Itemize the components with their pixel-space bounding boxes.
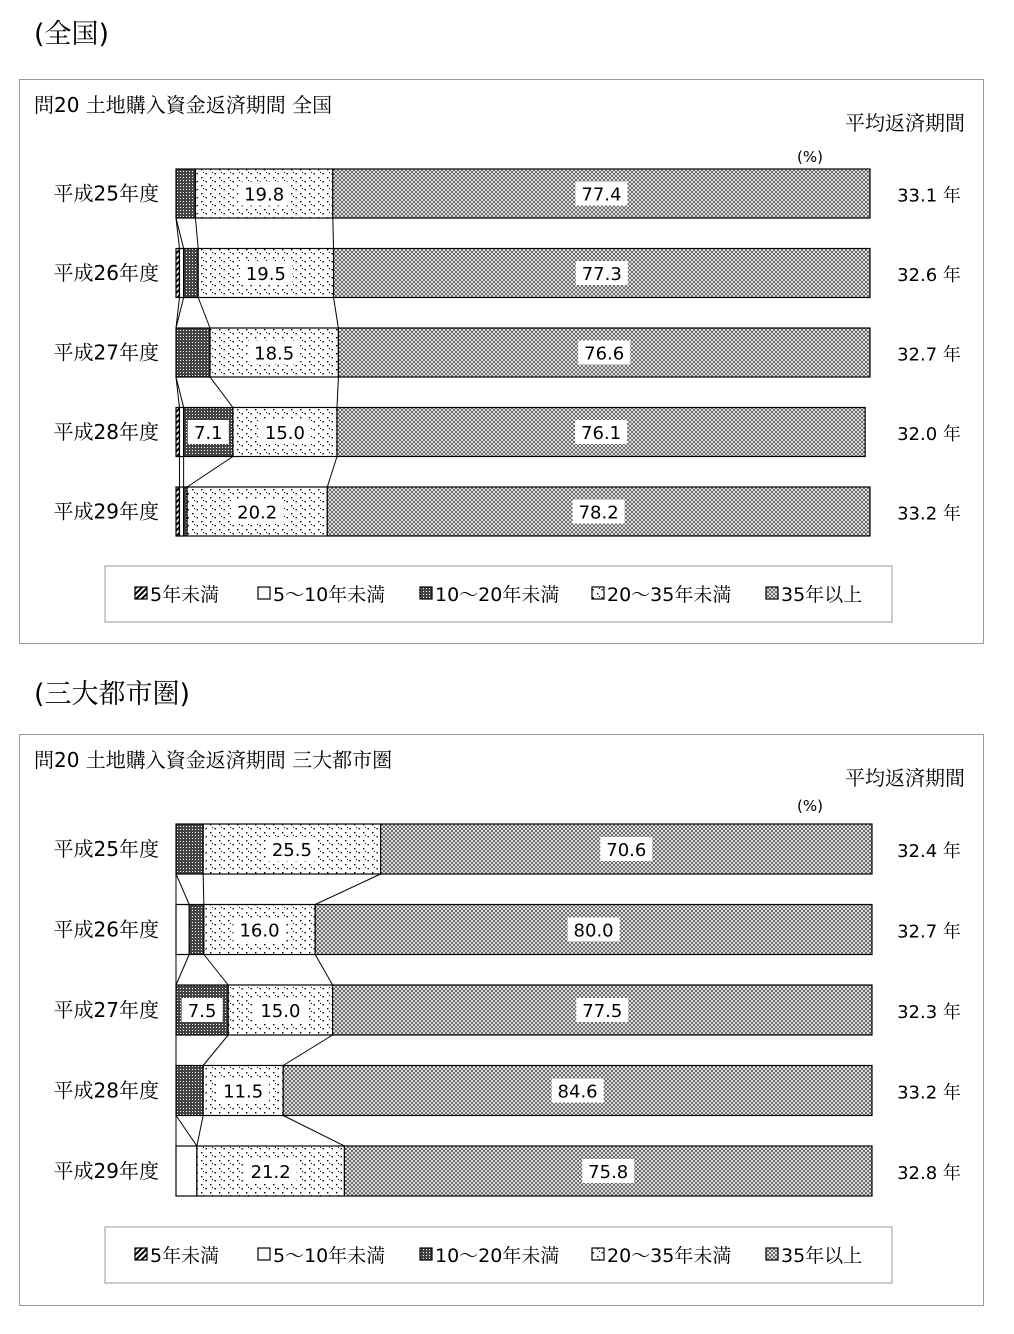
chart-title: 問20 土地購入資金返済期間 全国 xyxy=(34,93,333,117)
avg-period-header: 平均返済期間 xyxy=(845,766,965,790)
legend-swatch xyxy=(420,1248,432,1260)
data-label: 76.6 xyxy=(584,343,625,365)
connector-line xyxy=(176,874,189,905)
avg-period-value: 33.1 年 xyxy=(897,185,961,207)
chart-national xyxy=(20,80,983,643)
connector-line xyxy=(195,218,198,249)
legend-swatch xyxy=(766,1248,778,1260)
chart-panel-metro xyxy=(19,734,984,1306)
avg-period-value: 32.3 年 xyxy=(897,1002,961,1023)
section-heading-national: (全国) xyxy=(34,19,110,50)
category-label: 平成29年度 xyxy=(53,499,159,524)
legend-swatch xyxy=(592,587,604,599)
legend-label: 5年未満 xyxy=(150,584,220,606)
chart-title: 問20 土地購入資金返済期間 三大都市圏 xyxy=(34,748,393,772)
connector-line xyxy=(176,377,179,408)
data-label: 19.8 xyxy=(244,184,285,206)
data-label: 7.1 xyxy=(193,423,223,444)
data-label: 20.2 xyxy=(237,502,278,524)
data-label: 25.5 xyxy=(271,840,312,861)
avg-period-header: 平均返済期間 xyxy=(845,111,965,135)
legend-swatch xyxy=(135,587,147,599)
connector-line xyxy=(203,1035,228,1066)
chart-metro xyxy=(20,735,983,1305)
legend-swatch xyxy=(766,587,778,599)
legend-swatch xyxy=(135,1248,147,1260)
category-label: 平成25年度 xyxy=(53,181,159,206)
connector-line xyxy=(176,955,189,986)
bar-segment xyxy=(176,905,189,955)
avg-period-value: 33.2 年 xyxy=(897,1082,961,1104)
data-label: 18.5 xyxy=(254,343,295,365)
legend-label: 35年以上 xyxy=(781,584,863,606)
connector-line xyxy=(176,1116,197,1147)
data-label: 75.8 xyxy=(588,1162,629,1183)
data-label: 76.1 xyxy=(581,423,622,444)
avg-period-value: 32.6 年 xyxy=(897,265,961,286)
bar-segment xyxy=(189,905,204,955)
bar-segment xyxy=(176,169,195,218)
connector-line xyxy=(333,218,334,249)
avg-period-value: 32.4 年 xyxy=(897,841,961,862)
connector-line xyxy=(327,457,337,488)
connector-line xyxy=(197,1116,203,1147)
legend-label: 20～35年未満 xyxy=(607,584,732,606)
connector-line xyxy=(176,218,179,249)
data-label: 77.4 xyxy=(581,184,622,206)
category-label: 平成29年度 xyxy=(53,1159,159,1183)
chart-panel-national xyxy=(19,79,984,644)
data-label: 19.5 xyxy=(245,264,286,285)
data-label: 70.6 xyxy=(606,840,647,861)
unit-label: (%) xyxy=(797,797,823,815)
bar-segment xyxy=(176,328,210,377)
category-label: 平成28年度 xyxy=(53,1078,159,1103)
connector-line xyxy=(337,377,338,408)
connector-line xyxy=(176,298,184,329)
category-label: 平成27年度 xyxy=(53,340,159,365)
data-label: 77.3 xyxy=(581,264,622,285)
data-label: 77.5 xyxy=(582,1001,623,1022)
category-label: 平成26年度 xyxy=(53,261,159,285)
connector-line xyxy=(315,874,380,905)
data-label: 21.2 xyxy=(250,1162,291,1183)
legend-swatch xyxy=(258,1248,270,1260)
connector-line xyxy=(203,874,204,905)
connector-line xyxy=(283,1035,332,1066)
legend-label: 10～20年未満 xyxy=(435,584,560,606)
bar-segment xyxy=(184,249,199,298)
avg-period-value: 32.8 年 xyxy=(897,1163,961,1184)
data-label: 80.0 xyxy=(573,920,614,942)
avg-period-value: 32.7 年 xyxy=(897,344,961,366)
connector-line xyxy=(204,955,228,986)
avg-period-value: 32.0 年 xyxy=(897,424,961,445)
connector-line xyxy=(315,955,332,986)
category-label: 平成28年度 xyxy=(53,420,159,444)
connector-line xyxy=(210,377,233,408)
legend-label: 35年以上 xyxy=(781,1245,863,1267)
legend-swatch xyxy=(592,1248,604,1260)
data-label: 84.6 xyxy=(557,1081,598,1103)
connector-line xyxy=(283,1116,344,1147)
legend-label: 5～10年未満 xyxy=(273,1245,386,1267)
legend-swatch xyxy=(420,587,432,599)
connector-line xyxy=(176,377,184,408)
bar-segment xyxy=(179,408,183,457)
unit-label: (%) xyxy=(797,148,823,166)
connector-line xyxy=(187,457,233,488)
data-label: 15.0 xyxy=(264,423,305,444)
category-label: 平成25年度 xyxy=(53,837,159,861)
section-heading-metro: (三大都市圏) xyxy=(34,679,191,710)
data-label: 15.0 xyxy=(260,1001,301,1022)
bar-segment xyxy=(179,487,183,536)
category-label: 平成26年度 xyxy=(53,917,159,942)
legend-label: 20～35年未満 xyxy=(607,1245,732,1267)
avg-period-value: 33.2 年 xyxy=(897,503,961,525)
data-label: 11.5 xyxy=(223,1081,264,1103)
data-label: 78.2 xyxy=(578,502,619,524)
legend-label: 10～20年未満 xyxy=(435,1245,560,1267)
data-label: 16.0 xyxy=(239,920,280,942)
avg-period-value: 32.7 年 xyxy=(897,921,961,943)
connector-line xyxy=(334,298,339,329)
connector-line xyxy=(176,298,179,329)
bar-segment xyxy=(176,1146,197,1196)
legend-label: 5年未満 xyxy=(150,1245,220,1267)
legend-label: 5～10年未満 xyxy=(273,584,386,606)
connector-line xyxy=(176,218,184,249)
bar-segment xyxy=(176,824,203,874)
data-label: 7.5 xyxy=(187,1001,217,1022)
bar-segment xyxy=(179,249,183,298)
connector-line xyxy=(198,298,210,329)
category-label: 平成27年度 xyxy=(53,998,159,1022)
legend-swatch xyxy=(258,587,270,599)
bar-segment xyxy=(176,1066,203,1116)
